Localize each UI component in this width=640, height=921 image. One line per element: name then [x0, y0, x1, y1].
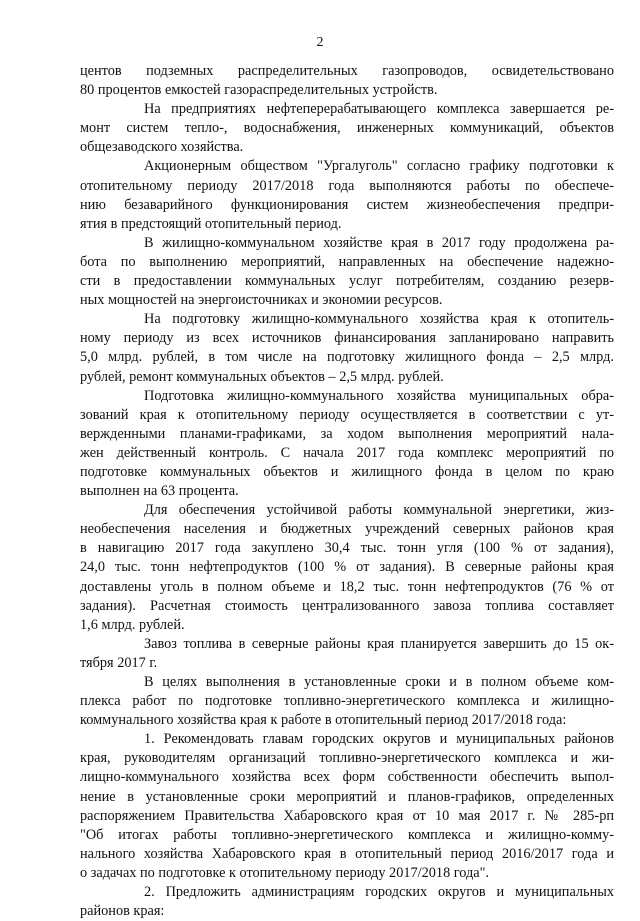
text-line: 5,0 млрд. рублей, в том числе на подготовку жилищного фонда – 2,5 млрд. — [80, 349, 614, 366]
text-line: коммунального хозяйства края к работе в отопительный период 2017/2018 года: — [80, 712, 567, 729]
text-line: выполнен на 63 процента. — [80, 483, 239, 500]
text-line: о задачах по подготовке к отопительному периоду 2017/2018 года". — [80, 864, 490, 881]
text-line: нение в установленные сроки мероприятий и планов-графиков, определенных — [80, 788, 614, 805]
text-line: задания). Расчетная стоимость централизованного завоза топлива составляет — [80, 597, 614, 614]
text-line: На подготовку жилищно-коммунального хозяйства края к отопитель- — [144, 311, 614, 328]
text-line: подготовке коммунальных объектов и жилищного фонда в целом по краю — [80, 463, 614, 480]
text-line: в навигацию 2017 года закуплено 30,4 тыс. тонн угля (100 % от задания), — [80, 540, 614, 557]
text-line: Акционерным обществом "Ургалуголь" согласно графику подготовки к — [144, 158, 614, 175]
text-line: В жилищно-коммунальном хозяйстве края в 2017 году продолжена ра- — [144, 234, 614, 251]
text-line: края, руководителям организаций топливно-энергетического комплекса и жи- — [80, 750, 614, 767]
text-line: Подготовка жилищно-коммунального хозяйства муниципальных обра- — [144, 387, 614, 404]
text-line: 24,0 тыс. тонн нефтепродуктов (100 % от задания). В северные районы края — [80, 559, 614, 576]
text-line: В целях выполнения в установленные сроки и в полном объеме ком- — [144, 674, 614, 690]
text-line: нального хозяйства Хабаровского края в отопительный период 2016/2017 года и — [80, 845, 614, 862]
text-line: вержденными планами-графиками, за ходом выполнения мероприятий нала- — [80, 425, 614, 442]
text-line: монт систем тепло-, водоснабжения, инженерных коммуникаций, объектов — [80, 120, 614, 137]
text-line: Для обеспечения устойчивой работы коммунальной энергетики, жиз- — [144, 502, 614, 519]
text-line: общезаводского хозяйства. — [80, 139, 244, 156]
text-line: 80 процентов емкостей газораспределительных устройств. — [80, 82, 438, 99]
text-line: распоряжением Правительства Хабаровского края от 10 мая 2017 г. № 285-рп — [80, 807, 614, 824]
text-line: На предприятиях нефтеперерабатывающего комплекса завершается ре- — [144, 101, 614, 118]
text-line: нию безаварийного функционирования систем жизнеобеспечения предпри- — [80, 196, 614, 213]
text-line: ятия в предстоящий отопительный период. — [80, 215, 342, 232]
document-body-text — [80, 62, 614, 921]
text-line: 1. Рекомендовать главам городских округов и муниципальных районов — [144, 731, 614, 748]
text-line: плекса работ по подготовке топливно-энергетического комплекса и жилищно- — [80, 693, 614, 710]
text-line: сти в предоставлении коммунальных услуг потребителям, созданию резерв- — [80, 273, 614, 290]
text-line: Завоз топлива в северные районы края планируется завершить до 15 ок- — [144, 635, 614, 652]
text-line: отопительному периоду 2017/2018 года выполняются работы по обеспече- — [80, 177, 614, 194]
page-number: 2 — [316, 35, 324, 50]
text-line: тября 2017 г. — [80, 654, 158, 671]
text-line: "Об итогах работы топливно-энергетического комплекса и жилищно-комму- — [80, 826, 614, 843]
text-line: жен действенный контроль. С начала 2017 года комплекс мероприятий по — [80, 444, 614, 461]
text-line: зований края к отопительному периоду осуществляется в соответствии с ут- — [80, 406, 614, 423]
text-line: центов подземных распределительных газопроводов, освидетельствовано — [80, 63, 614, 79]
text-line: рублей, ремонт коммунальных объектов – 2,5 млрд. рублей. — [80, 368, 444, 385]
text-line: лищно-коммунального хозяйства всех форм собственности обеспечить выпол- — [80, 769, 614, 786]
text-line: ному периоду из всех источников финансирования запланировано направить — [80, 330, 614, 347]
text-line: районов края: — [80, 903, 165, 920]
text-line: ных мощностей на энергоисточниках и экономии ресурсов. — [80, 292, 443, 309]
text-line: 1,6 млрд. рублей. — [80, 616, 185, 633]
text-line: доставлены уголь в полном объеме и 18,2 тыс. тонн нефтепродуктов (76 % от — [80, 578, 614, 595]
text-line: необеспечения населения и бюджетных учреждений северных районов края — [80, 521, 614, 538]
text-line: 2. Предложить администрациям городских округов и муниципальных — [144, 884, 614, 901]
text-line: бота по выполнению мероприятий, направленных на обеспечение надежно- — [80, 253, 614, 270]
